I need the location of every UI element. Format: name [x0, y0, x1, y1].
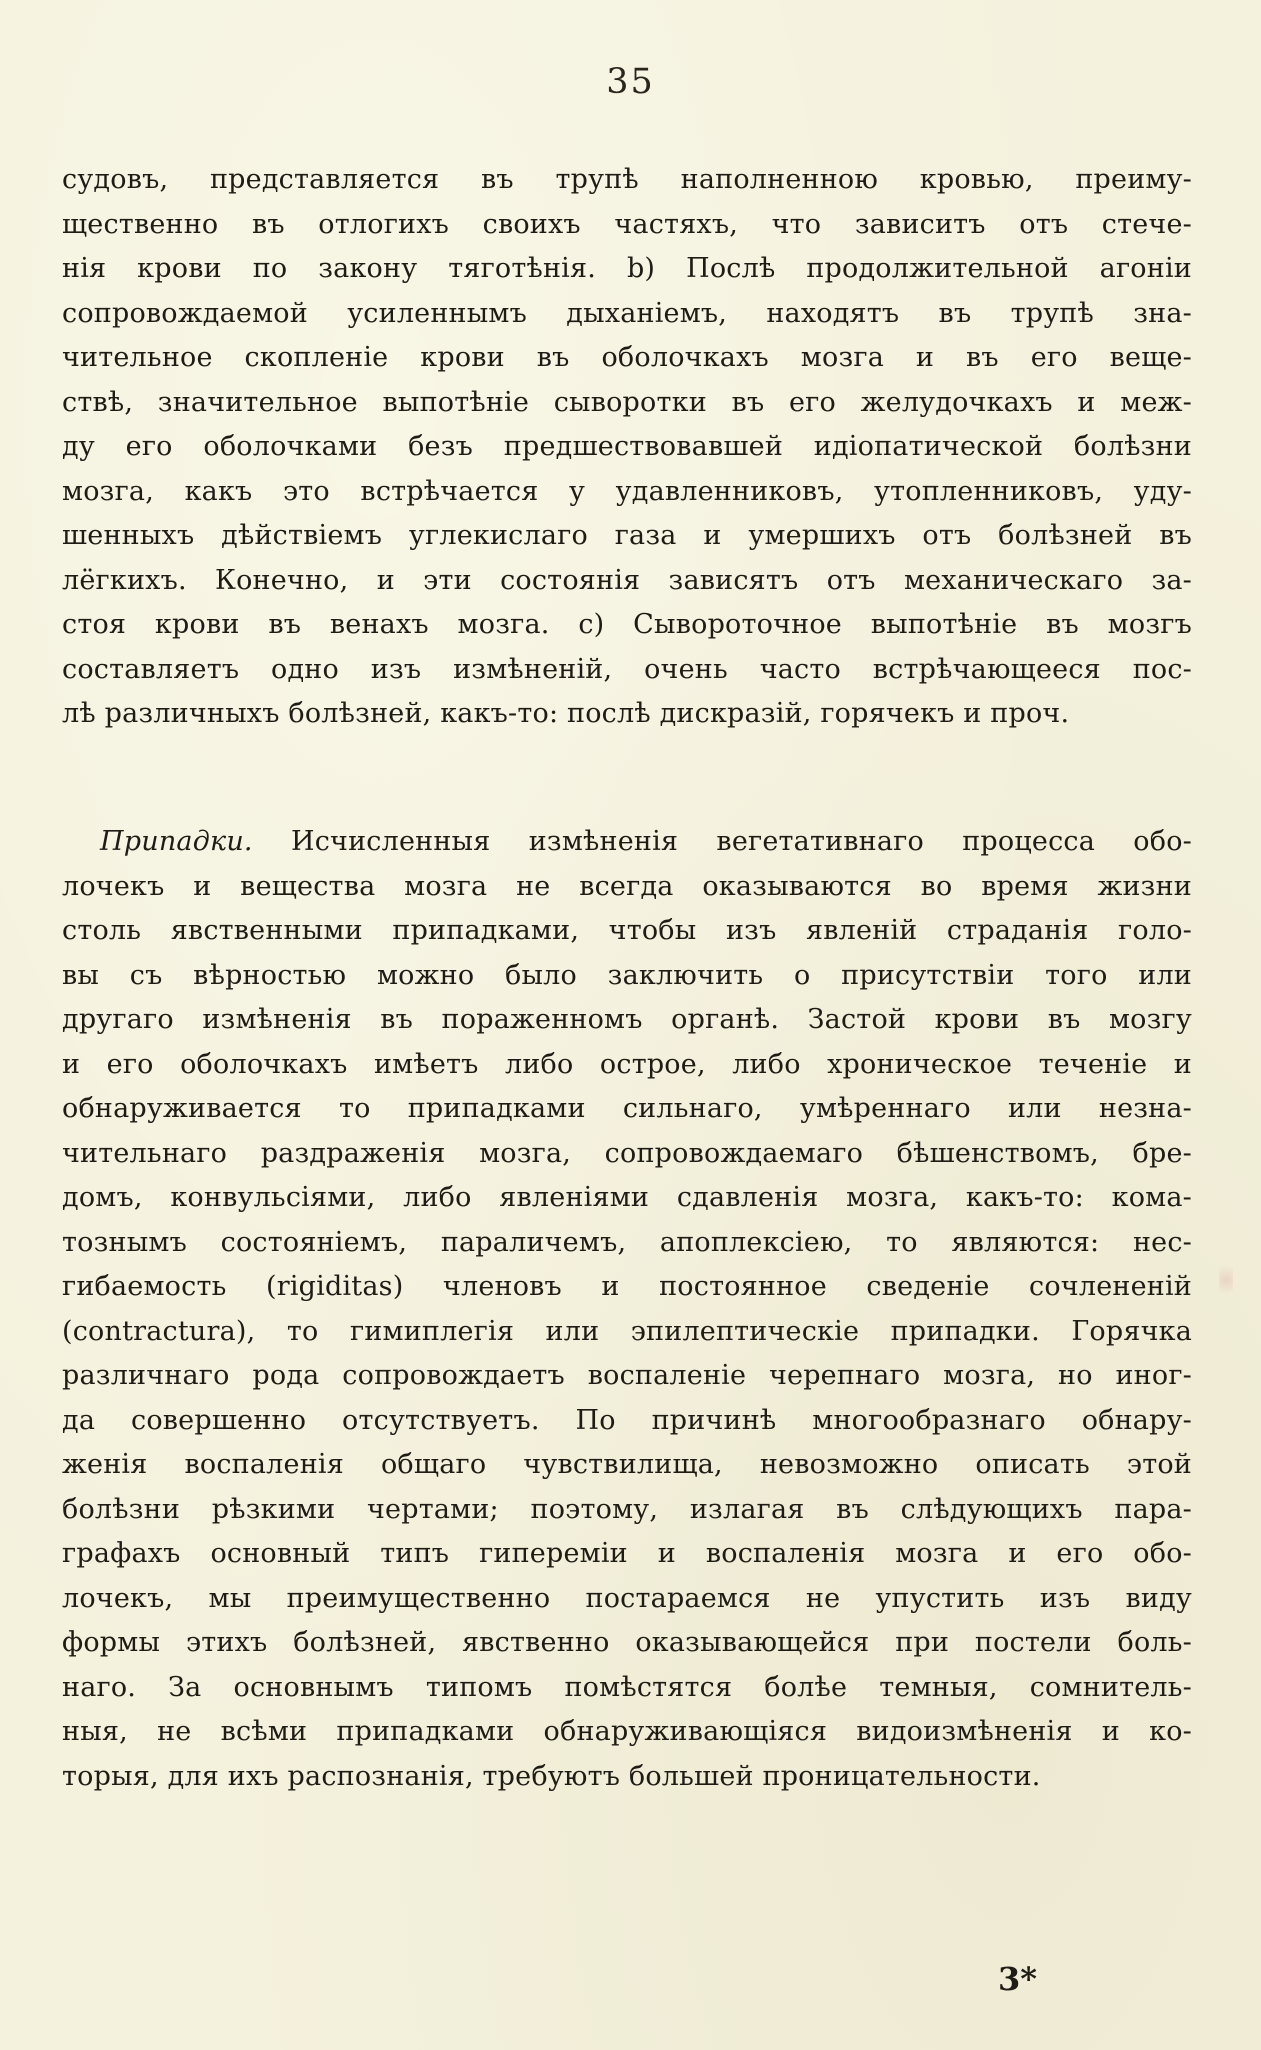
text-line: болѣзни рѣзкими чертами; поэтому, излагая въ слѣдующихъ пара- — [62, 1493, 1192, 1525]
text-line: ду его оболочками безъ предшествовавшей идіопатической болѣзни — [62, 431, 1192, 462]
text-line: торыя, для ихъ распознанія, требуютъ большей проницательности. — [62, 1760, 1041, 1792]
text-line: шенныхъ дѣйствіемъ углекислаго газа и умершихъ отъ болѣзней въ — [62, 520, 1192, 551]
text-line: мозга, какъ это встрѣчается у удавленниковъ, утопленниковъ, уду- — [62, 475, 1192, 507]
text-line: тознымъ состояніемъ, параличемъ, апоплексіею, то являются: нес- — [62, 1226, 1192, 1258]
text-line: женія воспаленія общаго чувствилища, невозможно описать этой — [62, 1449, 1192, 1480]
text-line: и его оболочкахъ имѣетъ либо острое, либо хроническое теченіе и — [62, 1048, 1192, 1080]
text-line: чительное скопленіе крови въ оболочкахъ мозга и въ его веще- — [62, 342, 1192, 373]
text-line: ствѣ, значительное выпотѣніе сыворотки въ его желудочкахъ и меж- — [62, 386, 1192, 418]
text-line: различнаго рода сопровождаетъ воспаленіе черепнаго мозга, но иног- — [62, 1360, 1192, 1391]
paragraph-continuation — [62, 158, 1192, 737]
text-line: лочекъ и вещества мозга не всегда оказываются во время жизни — [62, 870, 1192, 902]
text-line: лёгкихъ. Конечно, и эти состоянія зависятъ отъ механическаго за- — [62, 564, 1192, 596]
text-line: обнаруживается то припадками сильнаго, умѣреннаго или незна- — [62, 1093, 1192, 1124]
text-line: да совершенно отсутствуетъ. По причинѣ многообразнаго обнару- — [62, 1404, 1192, 1436]
text-line: графахъ основный типъ гипереміи и воспаленія мозга и его обо- — [62, 1538, 1192, 1569]
text-line: (contractura), то гимиплегія или эпилептическіе припадки. Горячка — [62, 1315, 1192, 1347]
text-line: стоя крови въ венахъ мозга. c) Сывороточное выпотѣніе въ мозгъ — [62, 609, 1192, 640]
signature-mark: 3* — [998, 1960, 1037, 1998]
text-line — [62, 820, 1192, 865]
text-line: судовъ, представляется въ трупѣ наполненною кровью, преиму- — [62, 164, 1192, 195]
text-line: щественно въ отлогихъ своихъ частяхъ, что зависитъ отъ стече- — [62, 208, 1192, 240]
text-line: чительнаго раздраженія мозга, сопровождаемаго бѣшенствомъ, бре- — [62, 1137, 1192, 1169]
text-line: другаго измѣненія въ пораженномъ органѣ. Застой крови въ мозгу — [62, 1004, 1192, 1035]
paragraph-symptoms — [62, 820, 1192, 1799]
section-heading-italic: Припадки. — [100, 826, 253, 857]
text-line: лочекъ, мы преимущественно постараемся не упустить изъ виду — [62, 1582, 1192, 1614]
paper-stain — [1219, 1260, 1233, 1300]
text-line: лѣ различныхъ болѣзней, какъ-то: послѣ дискразій, горячекъ и проч. — [62, 698, 1070, 729]
text-line: столь явственными припадками, чтобы изъ явленій страданія голо- — [62, 915, 1192, 946]
text-line: наго. За основнымъ типомъ помѣстятся болѣе темныя, сомнитель- — [62, 1671, 1192, 1703]
text-line-rest: Исчисленныя измѣненія вегетативнаго процесса обо- — [252, 826, 1192, 857]
text-line: гибаемость (rigiditas) членовъ и постоянное сведеніе сочлененій — [62, 1271, 1192, 1302]
text-line: сопровождаемой усиленнымъ дыханіемъ, находятъ въ трупѣ зна- — [62, 297, 1192, 329]
text-line: ныя, не всѣми припадками обнаруживающіяся видоизмѣненія и ко- — [62, 1716, 1192, 1747]
page-number: 35 — [606, 62, 655, 102]
text-line: составляетъ одно изъ измѣненій, очень часто встрѣчающееся пос- — [62, 653, 1192, 685]
text-line: формы этихъ болѣзней, явственно оказывающейся при постели боль- — [62, 1627, 1192, 1658]
text-line: вы съ вѣрностью можно было заключить о присутствіи того или — [62, 959, 1192, 991]
text-line: домъ, конвульсіями, либо явленіями сдавленія мозга, какъ-то: кома- — [62, 1182, 1192, 1213]
text-line: нія крови по закону тяготѣнія. b) Послѣ продолжительной агоніи — [62, 253, 1192, 284]
